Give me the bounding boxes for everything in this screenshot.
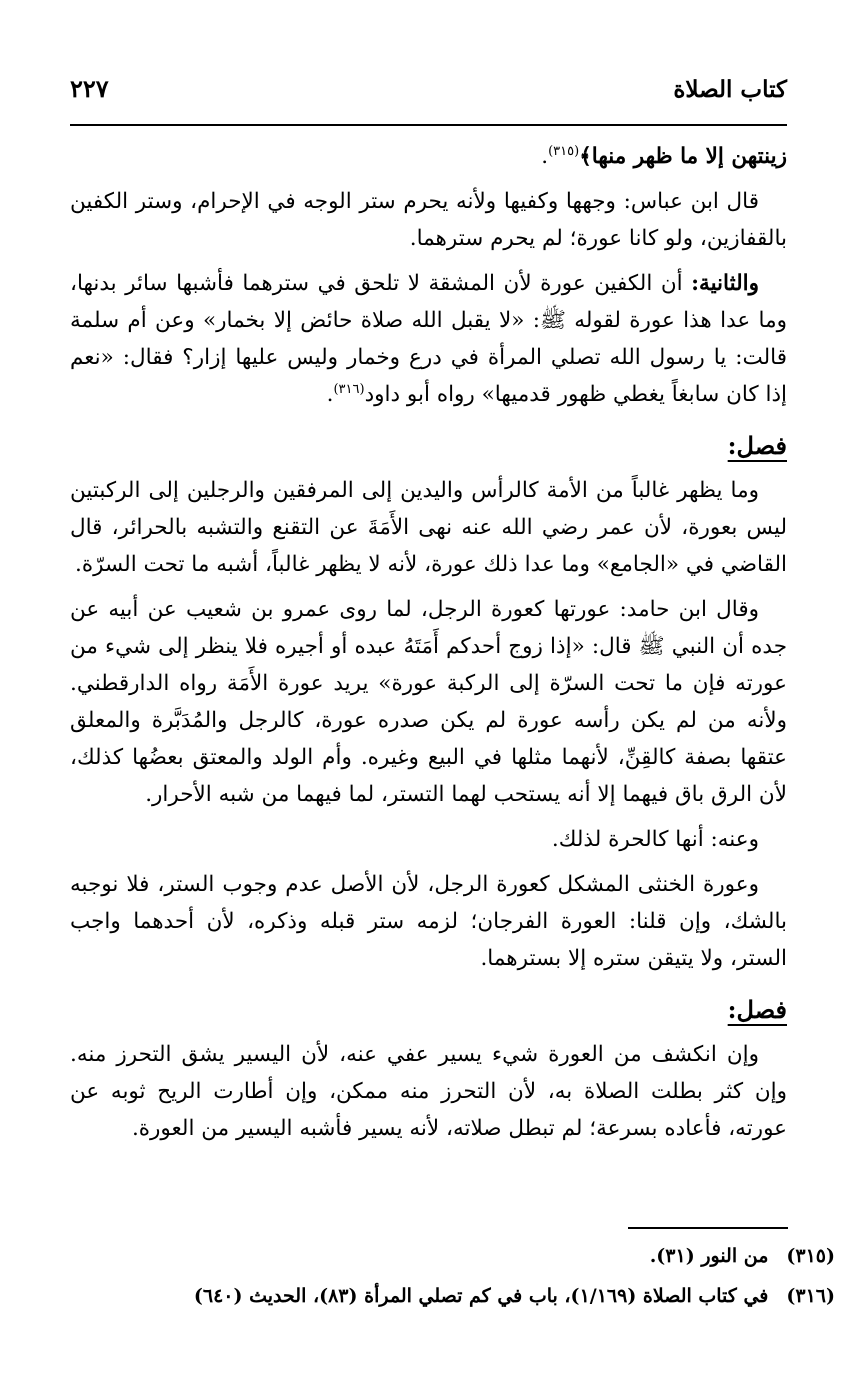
- footnote-ref-315[interactable]: (٣١٥): [548, 143, 580, 159]
- footnotes: [70, 1236, 835, 1316]
- footnote-316: [70, 1276, 835, 1316]
- section-heading-2: فصل:: [727, 995, 787, 1024]
- footnote-number: (٣١٥): [786, 1245, 835, 1267]
- header-rule: [70, 124, 787, 126]
- footnote-ref-316[interactable]: (٣١٦): [333, 381, 365, 397]
- paragraph-ibn-abbas: قال ابن عباس: وجهها وكفيها ولأنه يحرم ستر الوجه في الإحرام، وستر الكفين بالقفازين، ولو كانا عورة؛ لم يحرم سترهما.: [70, 189, 787, 251]
- footnote-315: [70, 1236, 835, 1276]
- paragraph-another-narration: وعنه: أنها كالحرة لذلك.: [551, 827, 759, 852]
- paragraph-slave-woman: وما يظهر غالباً من الأمة كالرأس واليدين إلى المرفقين والرجلين إلى الركبتين ليس بعورة، لأن عمر رضي الله عنه نهى الأَمَةَ عن التقنع والتشبه بالحرائر، قال القاضي في «الجامع» وما عدا ذلك عورة، لأنه لا يظهر غالباً، أشبه ما تحت السرّة.: [70, 478, 787, 577]
- second-opinion-label: والثانية:: [691, 271, 759, 296]
- footnote-text: من النور (٣١).: [649, 1245, 769, 1267]
- period: .: [326, 382, 334, 407]
- paragraph-verse: [70, 138, 787, 175]
- verse-text: زينتهن إلا ما ظهر منها﴾: [579, 144, 787, 169]
- footnote-rule: [628, 1227, 788, 1229]
- page-number: ٢٢٧: [70, 74, 109, 103]
- footnote-number: (٣١٦): [786, 1285, 835, 1307]
- paragraph-khuntha: وعورة الخنثى المشكل كعورة الرجل، لأن الأصل عدم وجوب الستر، فلا نوجبه بالشك، وإن قلنا: العورة الفرجان؛ لزمه ستر قبله وذكره، لأن أحدهما واجب الستر، ولا يتيقن ستره إلا بسترهما.: [70, 872, 787, 971]
- paragraph-second-opinion: [70, 265, 787, 413]
- period: .: [541, 144, 549, 169]
- running-header: [70, 72, 787, 112]
- chapter-title: كتاب الصلاة: [673, 76, 787, 103]
- section-heading-1: فصل:: [727, 431, 787, 460]
- paragraph-exposure: وإن انكشف من العورة شيء يسير عفي عنه، لأن اليسير يشق التحرز منه. وإن كثر بطلت الصلاة به، لأن التحرز منه ممكن، وإن أطارت الريح ثوبه عن عورته، فأعاده بسرعة؛ لم تبطل صلاته، لأنه يسير فأشبه اليسير من العورة.: [70, 1042, 787, 1141]
- second-opinion-text: أن الكفين عورة لأن المشقة لا تلحق في سترهما فأشبها سائر بدنها، وما عدا هذا عورة لقوله ﷺ: «لا يقبل الله صلاة حائض إلا بخمار» وعن أم سلمة قالت: يا رسول الله تصلي المرأة في درع وخمار وليس عليها إزار؟ فقال: «نعم إذا كان سابغاً يغطي ظهور قدميها» رواه أبو داود: [70, 271, 787, 407]
- main-text: [70, 138, 787, 1155]
- footnote-text: في كتاب الصلاة (١/١٦٩)، باب في كم تصلي المرأة (٨٣)، الحديث (٦٤٠): [193, 1285, 769, 1307]
- paragraph-ibn-hamid: وقال ابن حامد: عورتها كعورة الرجل، لما روى عمرو بن شعيب عن أبيه عن جده أن النبي ﷺ قال: «إذا زوج أحدكم أَمَتَهُ عبده أو أجيره فلا ينظر إلى شيء من عورته فإن ما تحت السرّة إلى الركبة عورة» يريد عورة الأَمَة رواه الدارقطني. ولأنه من لم يكن رأسه عورة لم يكن صدره عورة، كالرجل والمُدَبَّرة والمعلق عتقها بصفة كالقِنِّ، لأنهما مثلها في البيع وغيره. وأم الولد والمعتق بعضُها كذلك، لأن الرق باق فيهما إلا أنه يستحب لهما التستر، لما فيهما من شبه الأحرار.: [70, 597, 787, 807]
